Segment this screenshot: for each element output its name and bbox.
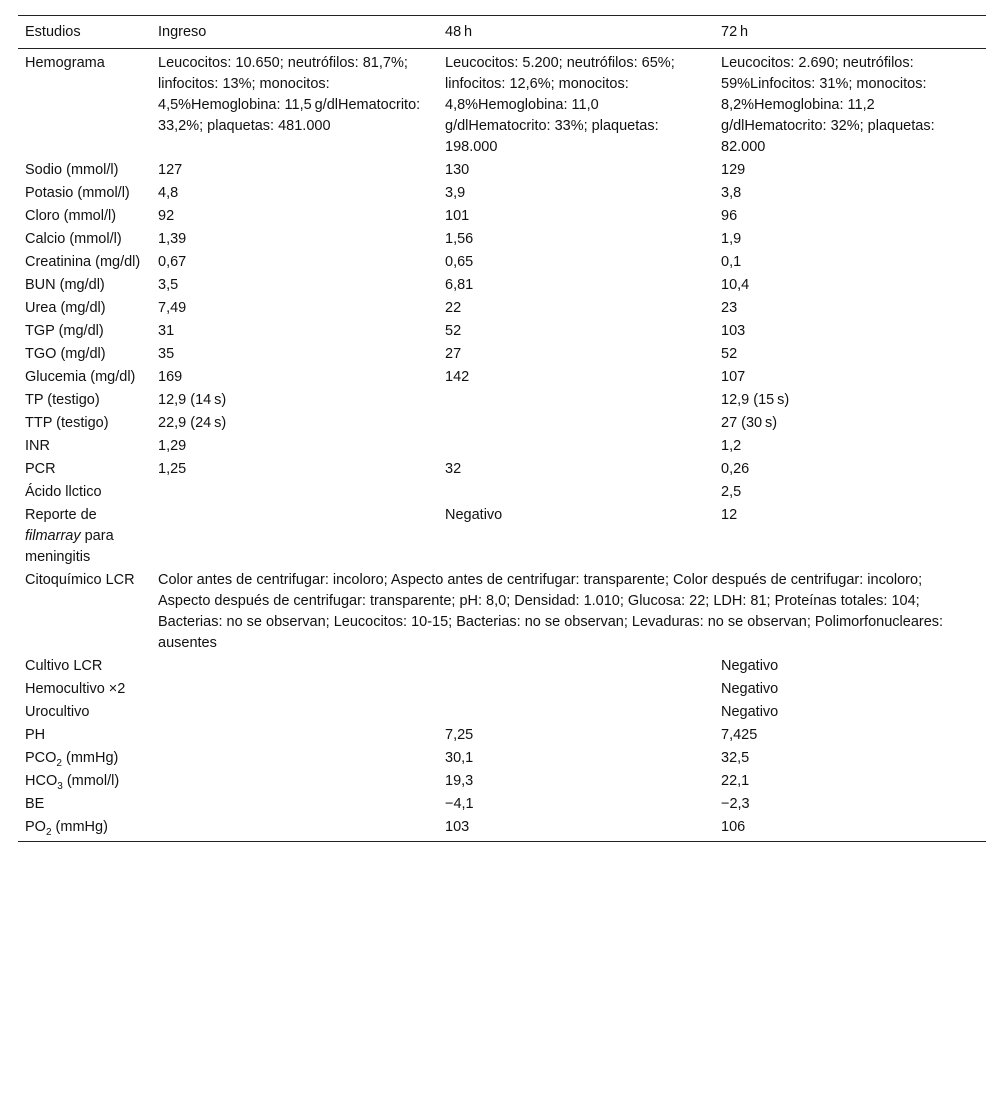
row-label: Urocultivo <box>25 704 90 720</box>
cell-ingreso <box>151 770 438 793</box>
table-row <box>18 655 986 678</box>
cell-ingreso: 92 <box>158 208 175 224</box>
row-label: TGO (mg/dl) <box>25 346 106 362</box>
row-label: Hemocultivo ×2 <box>25 681 126 697</box>
cell-48h: 103 <box>438 816 714 842</box>
cell-72h: Negativo <box>721 704 779 720</box>
cell-ingreso <box>151 504 438 569</box>
table-row <box>18 251 986 274</box>
cell-ingreso: 0,67 <box>158 254 187 270</box>
cell-72h: 0,26 <box>721 461 750 477</box>
cell-ingreso: 1,39 <box>158 231 187 247</box>
cell-ingreso: 169 <box>158 369 183 385</box>
row-label: TTP (testigo) <box>25 415 109 431</box>
lab-results-table <box>18 15 986 842</box>
cell-72h: 52 <box>721 346 738 362</box>
cell-ingreso <box>151 481 438 504</box>
cell-ingreso: 22,9 (24 s) <box>158 415 227 431</box>
cell-ingreso <box>151 816 438 842</box>
cell-ingreso: 1,25 <box>158 461 187 477</box>
cell-72h: 23 <box>721 300 738 316</box>
cell-ingreso: 127 <box>158 162 183 178</box>
cell-48h: 27 <box>445 346 462 362</box>
cell-72h: 7,425 <box>721 727 758 743</box>
cell-72h: 1,9 <box>721 231 742 247</box>
cell-ingreso: 4,8 <box>158 185 179 201</box>
col-header-48h: 48 h <box>438 16 714 49</box>
cell-72h: 129 <box>721 162 746 178</box>
cell-48h <box>438 412 714 435</box>
row-label: Citoquímico LCR <box>25 572 135 588</box>
table-row <box>18 569 986 655</box>
table-row <box>18 770 986 793</box>
row-label: Potasio (mmol/l) <box>25 185 130 201</box>
table-row <box>18 458 986 481</box>
label-text: para meningitis <box>25 528 114 565</box>
row-label: Cultivo LCR <box>25 658 103 674</box>
row-label <box>18 504 151 569</box>
cell-48h: 142 <box>445 369 470 385</box>
table-row <box>18 504 986 569</box>
table-row <box>18 182 986 205</box>
cell-citoquimico-value: Color antes de centrifugar: incoloro; Aspecto antes de centrifugar: transparente; Color después de centrifugar: incoloro; Aspecto después de centrifugar: transparente; pH: 8,0; Densidad: 1.010; Glucosa: 22; LDH: 81; Proteínas totales: 104; Bacterias: no se observan; Leucocitos: 10-15; Bacterias: no se observan; Levaduras: no se observan; Polimorfonucleares: ausentes <box>158 572 944 651</box>
cell-48h <box>438 435 714 458</box>
table-row <box>18 435 986 458</box>
row-label <box>18 747 151 770</box>
cell-48h: 52 <box>445 323 462 339</box>
col-header-72h: 72 h <box>714 16 986 49</box>
cell-ingreso: 3,5 <box>158 277 179 293</box>
cell-ingreso: Leucocitos: 10.650; neutrófilos: 81,7%; linfocitos: 13%; monocitos: 4,5%Hemoglobina: 11,5 g/dlHematocrito: 33,2%; plaquetas: 481.000 <box>158 55 421 134</box>
cell-ingreso: 1,29 <box>158 438 187 454</box>
cell-ingreso <box>151 701 438 724</box>
cell-72h: 32,5 <box>721 750 750 766</box>
cell-72h: 10,4 <box>721 277 750 293</box>
cell-72h: −2,3 <box>721 796 750 812</box>
cell-48h: Negativo <box>445 507 503 523</box>
cell-ingreso: 31 <box>158 323 175 339</box>
cell-72h: 3,8 <box>721 185 742 201</box>
cell-72h: Leucocitos: 2.690; neutrófilos: 59%Linfocitos: 31%; monocitos: 8,2%Hemoglobina: 11,2 g/dlHematocrito: 32%; plaquetas: 82.000 <box>721 55 935 155</box>
label-text: PCO <box>25 750 57 766</box>
label-text: (mmHg) <box>51 819 108 835</box>
cell-72h: 22,1 <box>721 773 750 789</box>
cell-48h: Leucocitos: 5.200; neutrófilos: 65%; linfocitos: 12,6%; monocitos: 4,8%Hemoglobina: 11,0 g/dlHematocrito: 33%; plaquetas: 198.000 <box>445 55 675 155</box>
table-row <box>18 274 986 297</box>
cell-72h: 96 <box>721 208 738 224</box>
table-row <box>18 366 986 389</box>
row-label: Creatinina (mg/dl) <box>25 254 141 270</box>
cell-72h: Negativo <box>721 681 779 697</box>
row-label: BUN (mg/dl) <box>25 277 105 293</box>
cell-ingreso: 12,9 (14 s) <box>158 392 227 408</box>
table-row <box>18 747 986 770</box>
cell-48h: 1,56 <box>445 231 474 247</box>
cell-72h: 27 (30 s) <box>721 415 778 431</box>
col-header-ingreso: Ingreso <box>151 16 438 49</box>
cell-72h: 12 <box>721 507 738 523</box>
cell-72h: 12,9 (15 s) <box>721 392 790 408</box>
label-text: Reporte de <box>25 507 97 523</box>
label-subscript: 2 <box>45 826 52 838</box>
cell-48h: −4,1 <box>445 796 474 812</box>
table-row <box>18 412 986 435</box>
row-label: TGP (mg/dl) <box>25 323 104 339</box>
cell-48h: 32 <box>445 461 462 477</box>
label-subscript: 2 <box>56 757 62 769</box>
cell-48h <box>438 389 714 412</box>
cell-72h: 1,2 <box>721 438 742 454</box>
cell-48h: 130 <box>445 162 470 178</box>
cell-ingreso <box>151 793 438 816</box>
cell-48h: 22 <box>445 300 462 316</box>
table-row <box>18 793 986 816</box>
row-label: Sodio (mmol/l) <box>25 162 119 178</box>
col-header-estudios: Estudios <box>18 16 151 49</box>
cell-48h <box>438 701 714 724</box>
table-row <box>18 701 986 724</box>
cell-48h <box>438 481 714 504</box>
row-label: Urea (mg/dl) <box>25 300 106 316</box>
table-row <box>18 228 986 251</box>
table-row <box>18 159 986 182</box>
label-italic: filmarray <box>25 528 81 544</box>
cell-48h: 3,9 <box>445 185 466 201</box>
row-label: PH <box>25 727 46 743</box>
row-label <box>18 770 151 793</box>
cell-72h: 103 <box>721 323 746 339</box>
cell-ingreso <box>151 747 438 770</box>
row-label: INR <box>25 438 50 454</box>
table-row <box>18 389 986 412</box>
table-row <box>18 678 986 701</box>
table-row <box>18 724 986 747</box>
cell-ingreso <box>151 724 438 747</box>
label-text: (mmol/l) <box>62 773 120 789</box>
cell-48h <box>438 678 714 701</box>
row-label: Glucemia (mg/dl) <box>25 369 136 385</box>
table-row <box>18 49 986 160</box>
cell-72h: 106 <box>714 816 986 842</box>
cell-48h: 7,25 <box>445 727 474 743</box>
cell-72h: 2,5 <box>721 484 742 500</box>
cell-48h <box>438 655 714 678</box>
table-row <box>18 816 986 842</box>
cell-ingreso: 7,49 <box>158 300 187 316</box>
cell-48h: 6,81 <box>445 277 474 293</box>
row-label: Calcio (mmol/l) <box>25 231 122 247</box>
cell-ingreso <box>151 678 438 701</box>
row-label: TP (testigo) <box>25 392 100 408</box>
cell-48h: 19,3 <box>445 773 474 789</box>
table-row <box>18 481 986 504</box>
row-label: BE <box>25 796 45 812</box>
row-label <box>18 816 151 842</box>
cell-72h: Negativo <box>721 658 779 674</box>
cell-ingreso <box>151 655 438 678</box>
row-label: Cloro (mmol/l) <box>25 208 117 224</box>
cell-48h: 30,1 <box>445 750 474 766</box>
label-text: HCO <box>25 773 58 789</box>
cell-48h: 0,65 <box>445 254 474 270</box>
table-row <box>18 205 986 228</box>
label-subscript: 3 <box>57 780 63 792</box>
cell-72h: 0,1 <box>721 254 742 270</box>
cell-72h: 107 <box>721 369 746 385</box>
table-row <box>18 343 986 366</box>
row-label: Hemograma <box>25 55 105 71</box>
header-row <box>18 16 986 49</box>
table-row <box>18 297 986 320</box>
cell-ingreso: 35 <box>158 346 175 362</box>
row-label: Ácido llctico <box>25 484 102 500</box>
row-label: PCR <box>25 461 56 477</box>
cell-48h: 101 <box>445 208 470 224</box>
table-row <box>18 320 986 343</box>
label-text: (mmHg) <box>61 750 119 766</box>
label-text: PO <box>25 819 46 835</box>
